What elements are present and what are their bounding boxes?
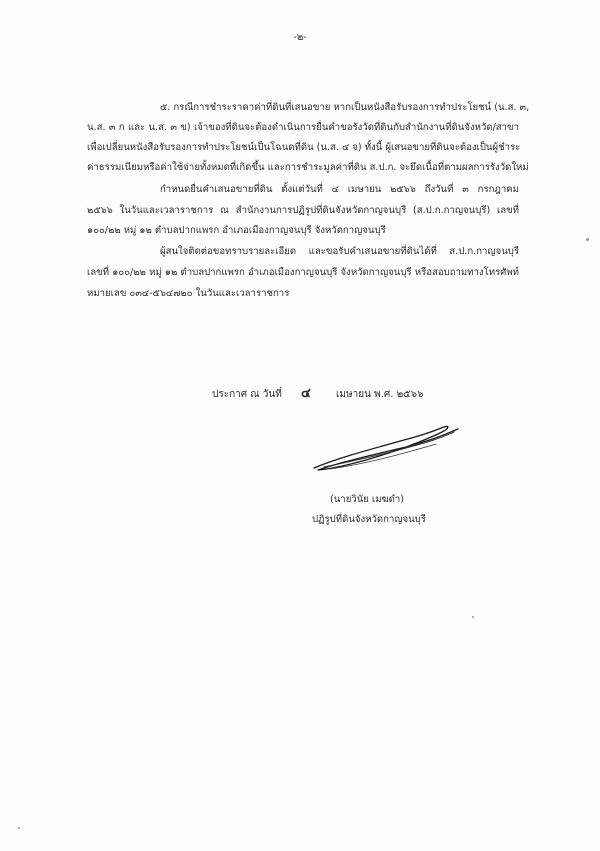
page-number: -๒-: [293, 32, 307, 43]
scan-speck: [472, 616, 474, 618]
paragraph-1-line-4: ค่าธรรมเนียมหรือค่าใช้จ่ายทั้งหมดที่เกิดขึ้น และการชำระมูลค่าที่ดิน ส.ป.ก. จะยึดเนื้อที่ตามผลการรังวัดใหม่: [87, 162, 529, 173]
announcement-date: [212, 382, 423, 403]
paragraph-2-line-1: กำหนดยื่นคำเสนอขายที่ดิน ตั้งแต่วันที่ ๔ เมษายน ๒๕๖๖ ถึงวันที่ ๓ กรกฎาคม: [160, 184, 519, 195]
paragraph-2-line-2: ๒๕๖๖ ในวันและเวลาราชการ ณ สำนักงานการปฏิรูปที่ดินจังหวัดกาญจนบุรี (ส.ป.ก.กาญจนบุรี) เลขที่: [87, 205, 519, 216]
paragraph-1-line-2: น.ส. ๓ ก และ น.ส. ๓ ข) เจ้าของที่ดินจะต้องดำเนินการยื่นคำขอรังวัดที่ดินกับสำนักงานที่ดินจังหวัด/สาขา: [87, 122, 519, 133]
handwritten-signature: [308, 418, 468, 478]
paragraph-1-line-1: ๕. กรณีการชำระราคาค่าที่ดินที่เสนอขาย หากเป็นหนังสือรับรองการทำประโยชน์ (น.ส. ๓,: [160, 102, 530, 113]
paragraph-3-line-3: หมายเลข ๐๓๔-๕๖๔๗๒๐ ในวันและเวลาราชการ: [87, 288, 290, 299]
announcement-month-year: เมษายน พ.ศ. ๒๕๖๖: [336, 389, 424, 400]
paragraph-3-line-2: เลขที่ ๑๐๐/๒๒ หมู่ ๑๒ ตำบลปากแพรก อำเภอเมืองกาญจนบุรี จังหวัดกาญจนบุรี หรือสอบถามทางโทรศัพท์: [87, 267, 519, 278]
scan-speck: [18, 827, 20, 829]
announcement-day: ๔: [300, 386, 311, 401]
scan-speck: [586, 238, 589, 241]
signatory-name: (นายวินัย เมฆดำ): [330, 494, 405, 505]
paragraph-2-line-3: ๑๐๐/๒๒ หมู่ ๑๒ ตำบลปากแพรก อำเภอเมืองกาญจนบุรี จังหวัดกาญจนบุรี: [87, 225, 386, 236]
signatory-title: ปฏิรูปที่ดินจังหวัดกาญจนบุรี: [312, 514, 426, 525]
announcement-prefix: ประกาศ ณ วันที่: [212, 389, 282, 400]
paragraph-3-line-1: ผู้สนใจติดต่อขอทราบรายละเอียด และขอรับคำเสนอขายที่ดินได้ที่ ส.ป.ก.กาญจนบุรี: [160, 246, 519, 257]
paragraph-1-line-3: เพื่อเปลี่ยนหนังสือรับรองการทำประโยชน์เป็นโฉนดที่ดิน (น.ส. ๔ จ) ทั้งนี้ ผู้เสนอขายที่ดินจะต้องเป็นผู้ชำระ: [87, 142, 521, 153]
